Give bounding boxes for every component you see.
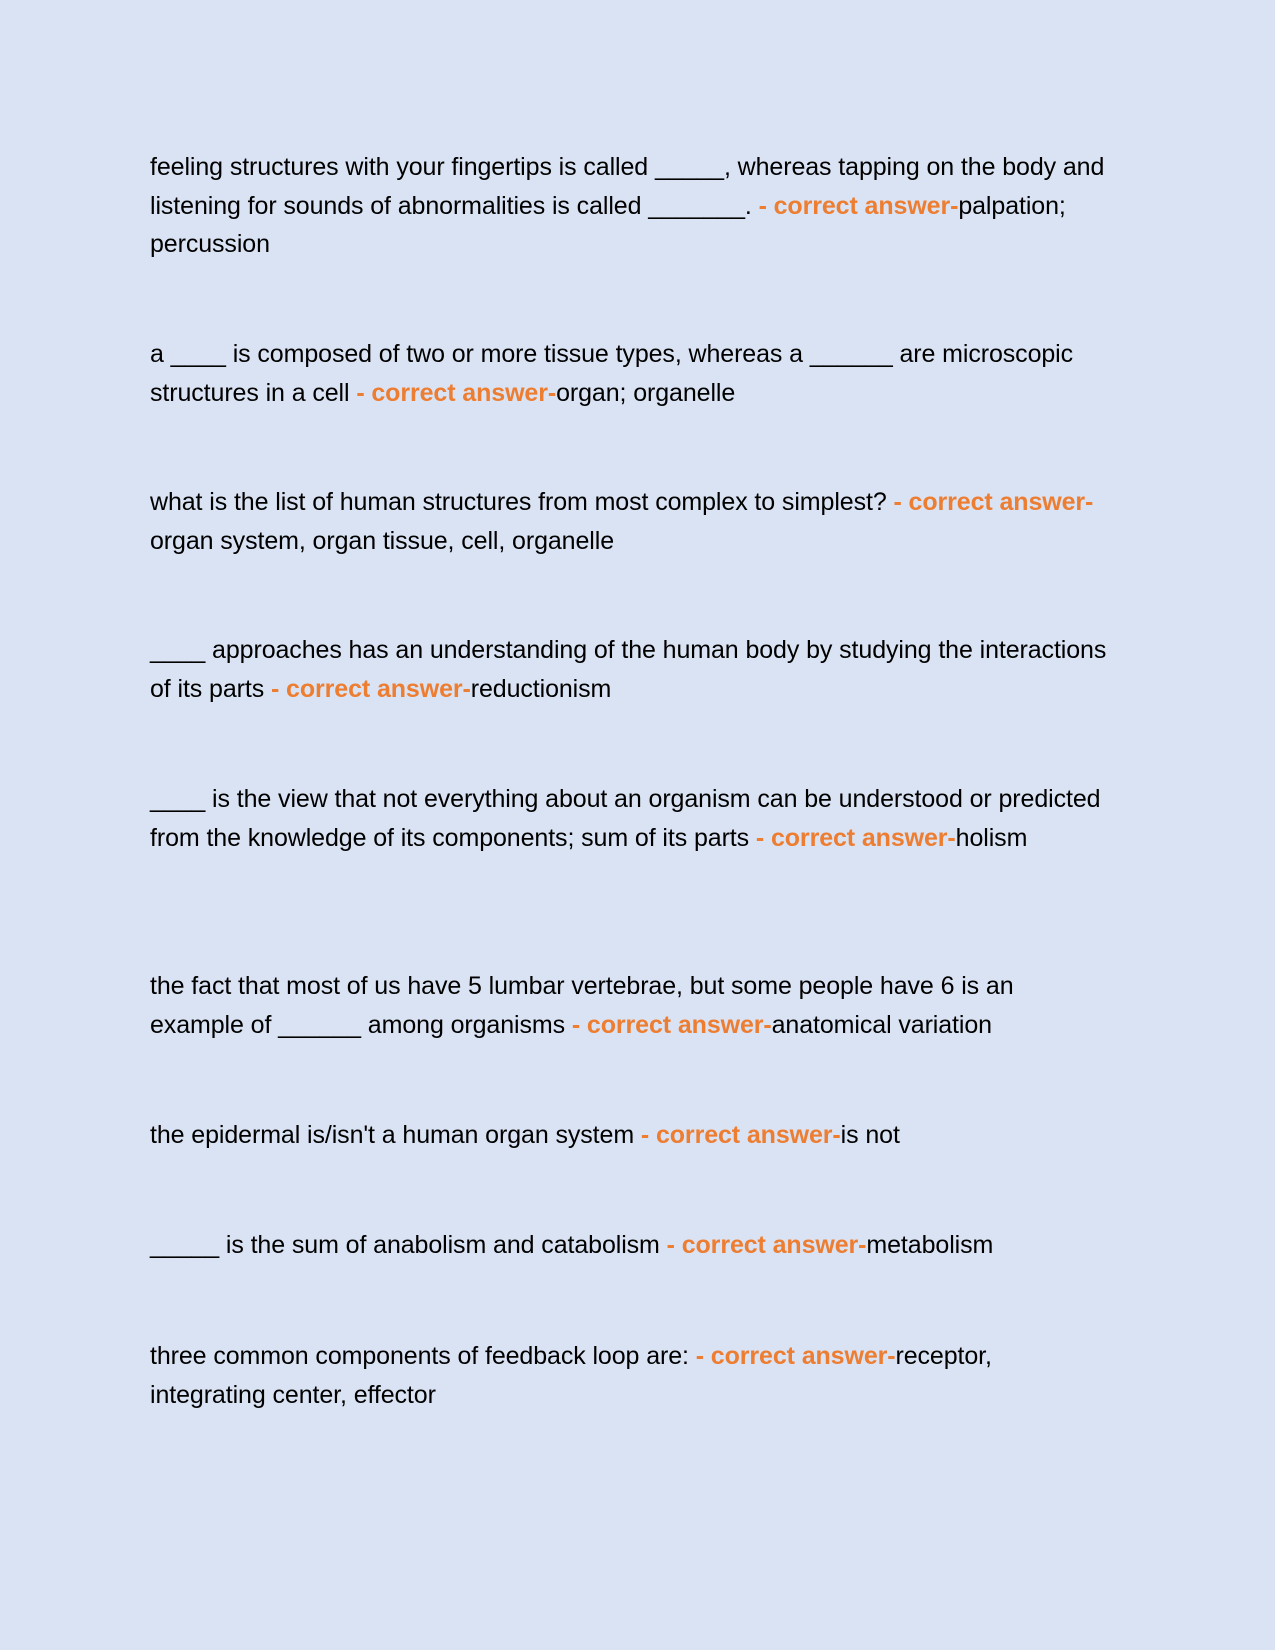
correct-answer-marker: - correct answer- bbox=[270, 674, 471, 703]
correct-answer-marker: - correct answer- bbox=[893, 488, 1094, 516]
answer-text: is not bbox=[840, 1121, 900, 1149]
answer-text: metabolism bbox=[866, 1231, 994, 1259]
correct-answer-marker: - correct answer- bbox=[640, 1121, 841, 1149]
question-text: _____ is the sum of anabolism and catabolism bbox=[150, 1231, 667, 1259]
qa-item bbox=[150, 631, 1110, 708]
correct-answer-marker: - correct answer- bbox=[666, 1231, 867, 1259]
correct-answer-marker: - correct answer- bbox=[695, 1342, 896, 1370]
answer-text: holism bbox=[955, 823, 1028, 852]
answer-text: organ; organelle bbox=[556, 378, 736, 407]
question-text: ____ approaches has an understanding of the human body by studying the interactions of its parts bbox=[150, 636, 1107, 703]
question-text: ____ is the view that not everything about an organism can be understood or predicted from the knowledge of its components; sum of its parts bbox=[150, 785, 1101, 852]
correct-answer-marker: - correct answer- bbox=[755, 823, 956, 852]
qa-item bbox=[150, 148, 1110, 264]
question-text: a ____ is composed of two or more tissue types, whereas a ______ are microscopic structures in a cell bbox=[150, 340, 1074, 407]
question-text: feeling structures with your fingertips is called _____, whereas tapping on the body and listening for sounds of abnormalities is called _______. bbox=[150, 153, 1105, 220]
qa-item bbox=[150, 967, 1110, 1044]
qa-item bbox=[150, 1337, 1110, 1414]
question-text: three common components of feedback loop are: bbox=[150, 1342, 696, 1370]
correct-answer-marker: - correct answer- bbox=[758, 191, 959, 220]
question-text: what is the list of human structures from most complex to simplest? bbox=[150, 488, 894, 516]
qa-item bbox=[150, 483, 1110, 560]
qa-item bbox=[150, 1116, 1110, 1155]
qa-item bbox=[150, 780, 1110, 857]
qa-item bbox=[150, 335, 1110, 412]
answer-text: palpation; percussion bbox=[150, 191, 1066, 258]
question-text: the epidermal is/isn't a human organ system bbox=[150, 1121, 641, 1149]
question-text: the fact that most of us have 5 lumbar vertebrae, but some people have 6 is an example of ______ among organisms bbox=[150, 972, 1014, 1039]
answer-text: receptor, integrating center, effector bbox=[150, 1342, 992, 1409]
correct-answer-marker: - correct answer- bbox=[356, 378, 557, 407]
answer-text: organ system, organ tissue, cell, organelle bbox=[150, 526, 614, 555]
qa-item bbox=[150, 1226, 1110, 1265]
answer-text: anatomical variation bbox=[771, 1010, 992, 1039]
answer-text: reductionism bbox=[470, 674, 612, 703]
correct-answer-marker: - correct answer- bbox=[571, 1010, 772, 1039]
